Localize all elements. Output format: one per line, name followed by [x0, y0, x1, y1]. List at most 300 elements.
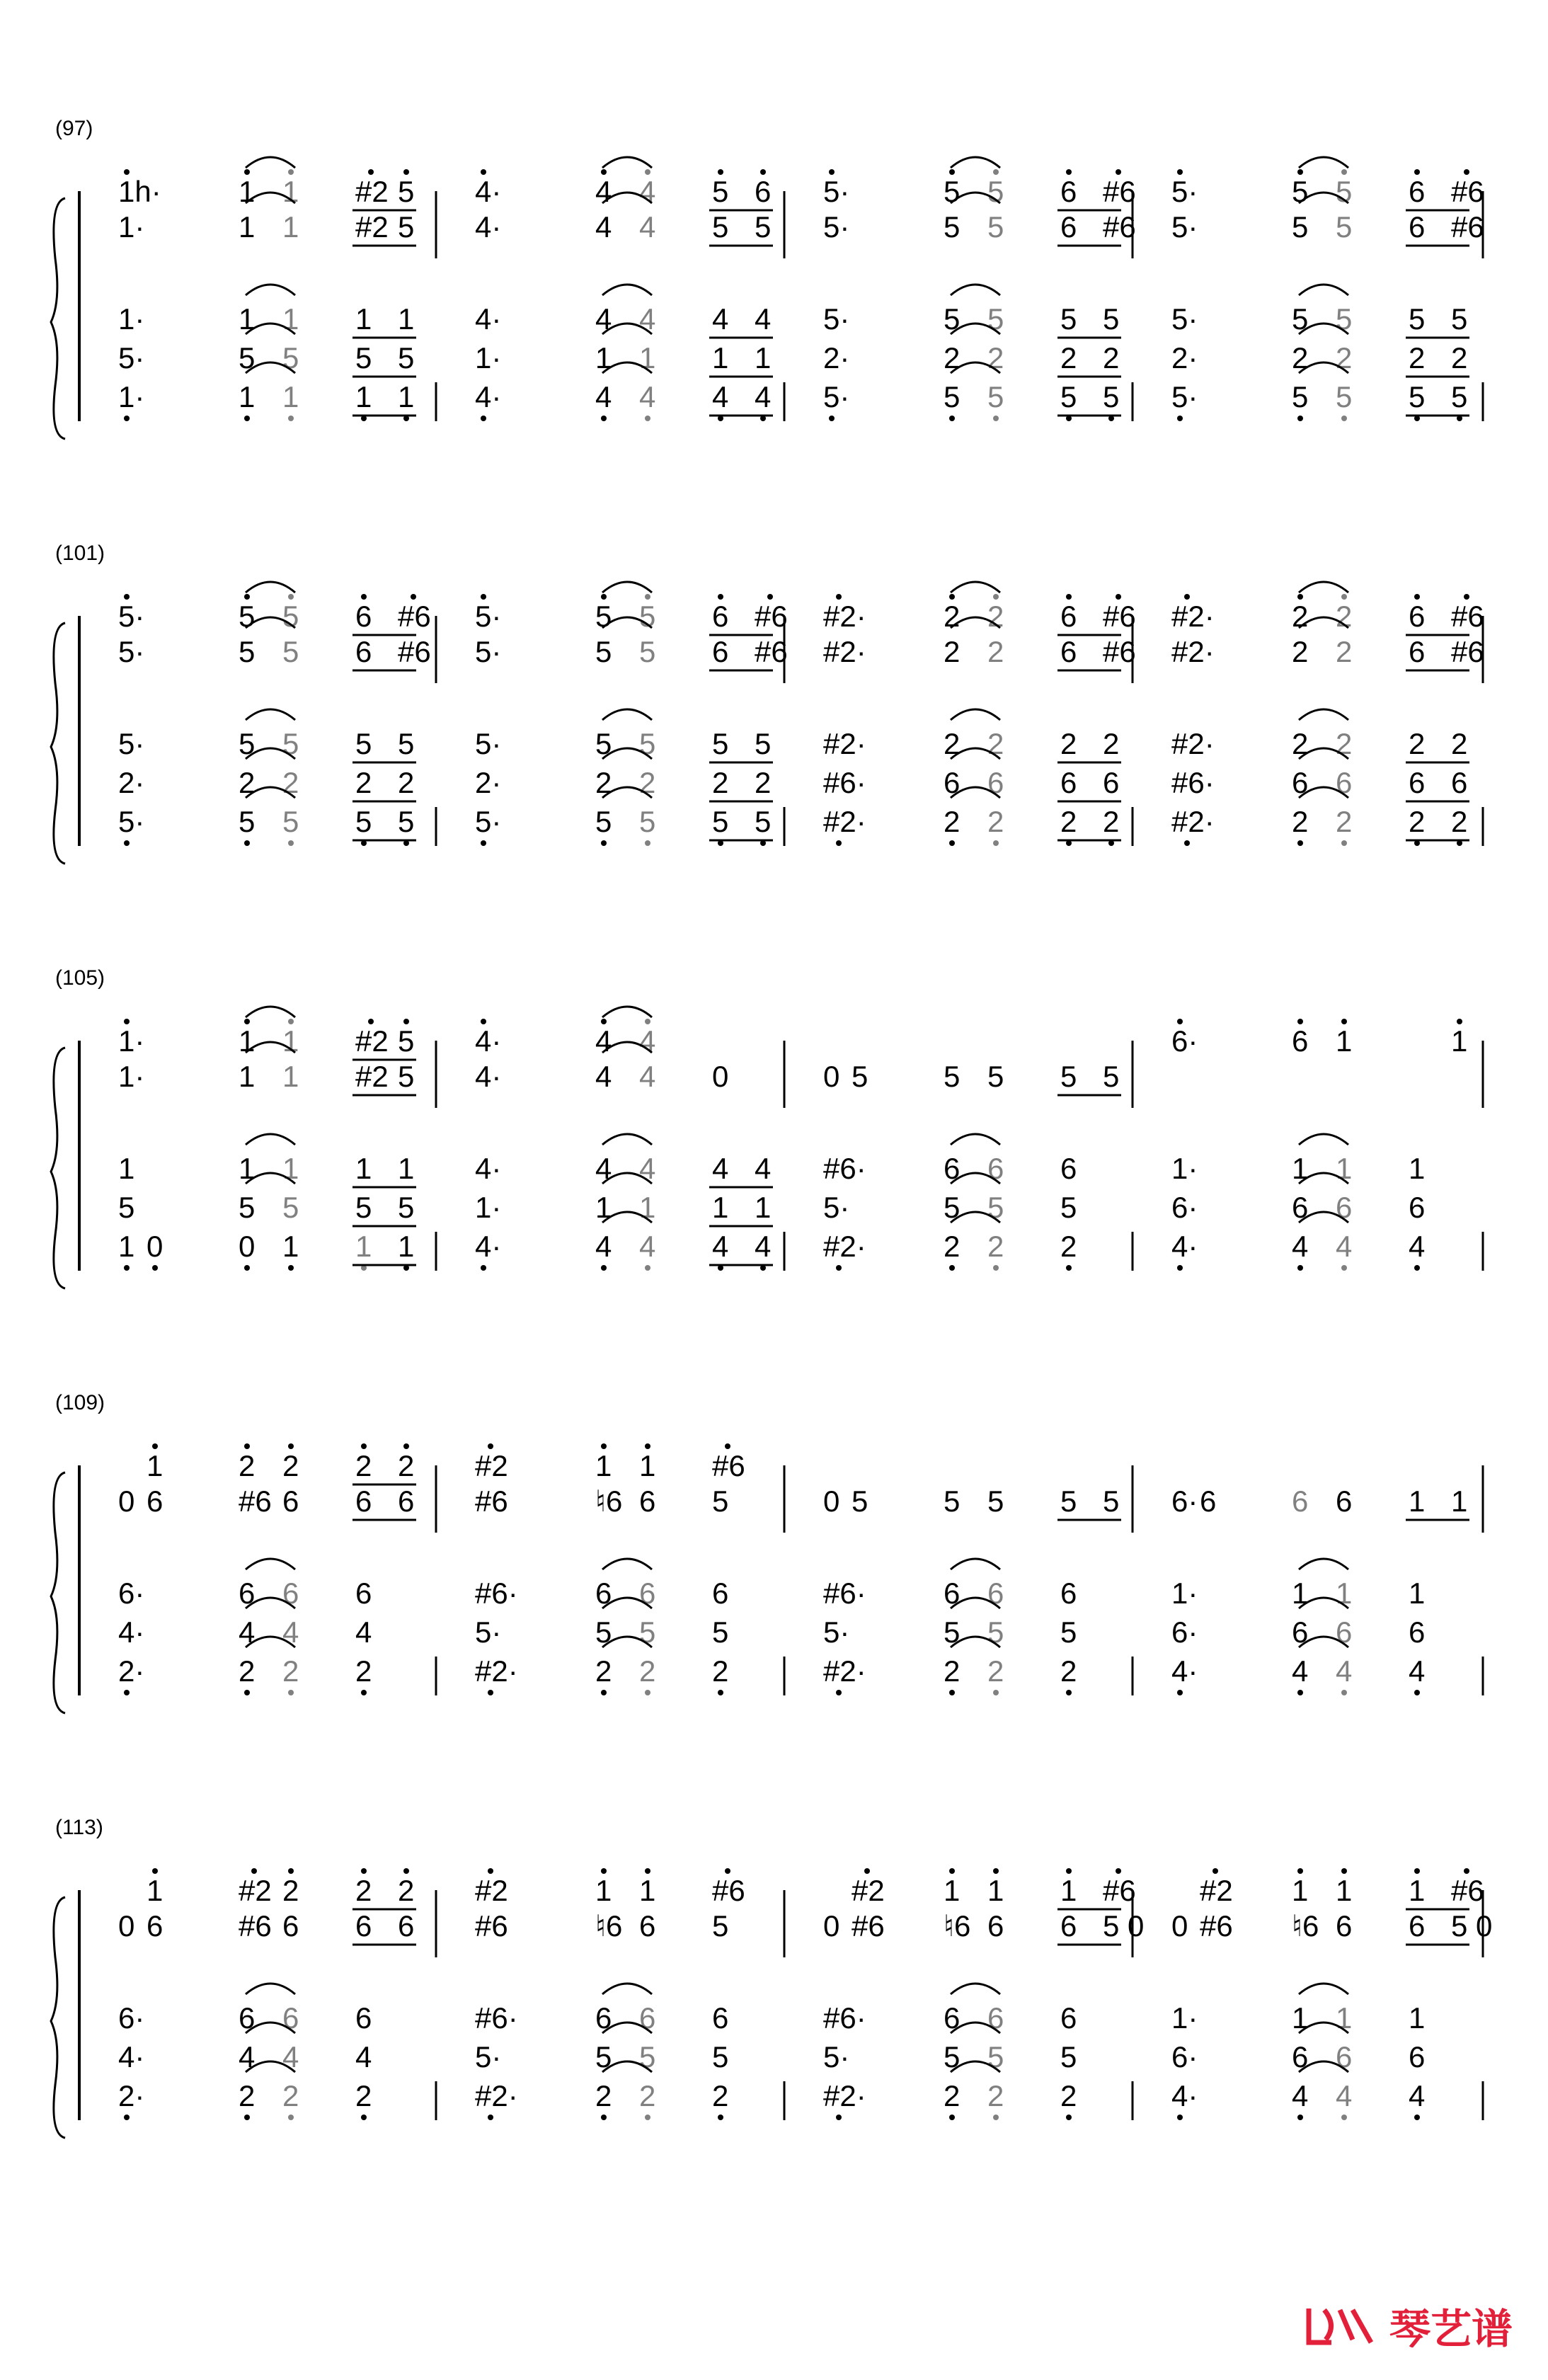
- jianpu-note: 6: [639, 2001, 656, 2035]
- jianpu-note: 6: [1060, 766, 1077, 799]
- jianpu-note: 2: [355, 1654, 372, 1688]
- jianpu-note: 5: [987, 1191, 1004, 1224]
- jianpu-note: 2: [1336, 600, 1353, 633]
- octave-dot-low: [836, 2115, 842, 2120]
- jianpu-note: #6: [1103, 600, 1136, 633]
- jianpu-note: 5: [1060, 302, 1077, 336]
- jianpu-note: #6: [475, 1484, 508, 1518]
- jianpu-note: 2: [239, 1654, 256, 1688]
- jianpu-note: 1·: [118, 302, 145, 336]
- jianpu-note: 1·: [118, 1060, 145, 1093]
- system-brace: [51, 1472, 65, 1713]
- jianpu-note: #2·: [475, 1654, 518, 1688]
- tie-arc: [602, 1007, 652, 1017]
- octave-dot-low: [718, 2115, 723, 2120]
- tie-arc: [246, 709, 295, 720]
- octave-dot-high: [411, 594, 416, 600]
- jianpu-note: #6: [1103, 210, 1136, 244]
- jianpu-note: 2: [1409, 341, 1426, 374]
- jianpu-note: 2: [282, 1449, 299, 1482]
- octave-dot-low: [829, 416, 835, 421]
- octave-dot-high: [718, 169, 723, 175]
- jianpu-note: 4·: [475, 1152, 502, 1185]
- octave-dot-high: [645, 594, 650, 600]
- system-brace: [51, 1897, 65, 2138]
- octave-dot-high: [829, 169, 835, 175]
- jianpu-note: 1: [1060, 1874, 1077, 1907]
- jianpu-note: 1·: [118, 1024, 145, 1058]
- octave-dot-low: [361, 1690, 367, 1695]
- jianpu-note: 1: [355, 1152, 372, 1185]
- jianpu-note: 1: [147, 1449, 164, 1482]
- jianpu-note: 1: [282, 210, 299, 244]
- tie-arc: [602, 582, 652, 593]
- jianpu-note: 6: [1409, 766, 1426, 799]
- jianpu-note: 4: [282, 1615, 299, 1649]
- jianpu-note: #6: [398, 600, 431, 633]
- jianpu-note: 5·: [1171, 175, 1198, 208]
- octave-dot-high: [403, 1019, 409, 1024]
- jianpu-note: 5·: [823, 1191, 850, 1224]
- jianpu-note: 6: [1451, 766, 1468, 799]
- measure-number: (109): [55, 1391, 105, 1414]
- jianpu-note: 5: [639, 805, 656, 838]
- octave-dot-high: [949, 169, 955, 175]
- octave-dot-high: [1341, 594, 1347, 600]
- jianpu-note: 5·: [118, 635, 145, 668]
- octave-dot-low: [1177, 1690, 1183, 1695]
- system-brace: [51, 198, 65, 439]
- jianpu-note: 5: [282, 805, 299, 838]
- jianpu-note: 5: [944, 302, 961, 336]
- jianpu-note: 4: [639, 1152, 656, 1185]
- octave-dot-low: [1297, 1265, 1303, 1271]
- octave-dot-high: [993, 594, 999, 600]
- jianpu-note: 6·: [118, 2001, 145, 2035]
- jianpu-note: 6: [1409, 210, 1426, 244]
- jianpu-note: 2: [944, 341, 961, 374]
- octave-dot-high: [864, 1868, 870, 1874]
- jianpu-note: 6: [712, 600, 729, 633]
- jianpu-note: 5·: [118, 341, 145, 374]
- jianpu-note: 0: [823, 1484, 840, 1518]
- jianpu-note: 2: [595, 1654, 612, 1688]
- jianpu-note: 2: [987, 1654, 1004, 1688]
- jianpu-note: 2: [1060, 805, 1077, 838]
- octave-dot-high: [836, 594, 842, 600]
- octave-dot-high: [1414, 594, 1420, 600]
- jianpu-note: 5: [1060, 2040, 1077, 2073]
- octave-dot-low: [645, 840, 650, 846]
- jianpu-note: 1: [398, 1230, 415, 1263]
- jianpu-note: 5: [239, 635, 256, 668]
- jianpu-note: 5: [639, 727, 656, 760]
- jianpu-note: 1: [239, 1024, 256, 1058]
- jianpu-note: 0: [118, 1909, 135, 1943]
- jianpu-note: 1: [1336, 2001, 1353, 2035]
- jianpu-note: 1: [1292, 1577, 1309, 1610]
- jianpu-note: 1·: [118, 210, 145, 244]
- octave-dot-high: [1116, 169, 1121, 175]
- octave-dot-low: [1297, 1690, 1303, 1695]
- jianpu-note: 5·: [1171, 302, 1198, 336]
- jianpu-note: 2: [712, 1654, 729, 1688]
- octave-dot-low: [993, 2115, 999, 2120]
- jianpu-note: 5: [398, 805, 415, 838]
- jianpu-note: 5: [1103, 1060, 1120, 1093]
- jianpu-note: 5: [282, 635, 299, 668]
- jianpu-note: 1: [1409, 1152, 1426, 1185]
- jianpu-note: 6: [595, 2001, 612, 2035]
- jianpu-note: #6: [755, 635, 788, 668]
- jianpu-note: 5: [987, 380, 1004, 413]
- jianpu-note: 1: [239, 1060, 256, 1093]
- jianpu-note: 5·: [823, 210, 850, 244]
- jianpu-note: 4: [1409, 2079, 1426, 2112]
- jianpu-note: 5·: [475, 727, 502, 760]
- jianpu-note: ♮6: [595, 1484, 623, 1518]
- octave-dot-high: [1464, 169, 1469, 175]
- octave-dot-low: [244, 1265, 250, 1271]
- jianpu-note: 4·: [475, 1060, 502, 1093]
- jianpu-note: 5: [1060, 1191, 1077, 1224]
- jianpu-note: 2·: [118, 766, 145, 799]
- octave-dot-low: [488, 2115, 493, 2120]
- jianpu-note: 1·: [475, 1191, 502, 1224]
- jianpu-note: 5: [282, 727, 299, 760]
- octave-dot-low: [993, 840, 999, 846]
- octave-dot-low: [601, 2115, 607, 2120]
- jianpu-note: 6: [239, 1577, 256, 1610]
- jianpu-note: 1·: [1171, 2001, 1198, 2035]
- jianpu-note: 5: [595, 1615, 612, 1649]
- jianpu-note: 5: [639, 2040, 656, 2073]
- jianpu-note: 1: [282, 1230, 299, 1263]
- jianpu-note: 2: [944, 635, 961, 668]
- jianpu-note: #6: [1451, 175, 1484, 208]
- jianpu-note: 2: [1060, 727, 1077, 760]
- jianpu-note: 5·: [823, 2040, 850, 2073]
- jianpu-note: #2: [852, 1874, 885, 1907]
- jianpu-note: 1: [355, 380, 372, 413]
- jianpu-note: 5: [712, 1484, 729, 1518]
- jianpu-note: 1: [282, 1024, 299, 1058]
- jianpu-note: 4: [355, 1615, 372, 1649]
- jianpu-note: 6: [1336, 1484, 1353, 1518]
- jianpu-note: 6: [355, 1909, 372, 1943]
- jianpu-note: 2: [639, 766, 656, 799]
- jianpu-note: 1: [1336, 1577, 1353, 1610]
- jianpu-note: 5: [944, 210, 961, 244]
- jianpu-note: 2: [1292, 341, 1309, 374]
- jianpu-note: 4·: [118, 1615, 145, 1649]
- tie-arc: [1299, 582, 1348, 593]
- jianpu-note: 5: [595, 2040, 612, 2073]
- octave-dot-high: [124, 169, 130, 175]
- jianpu-note: 5: [398, 210, 415, 244]
- jianpu-note: 4: [595, 1024, 612, 1058]
- jianpu-note: 5: [944, 1191, 961, 1224]
- watermark: [1303, 2296, 1513, 2355]
- jianpu-note: 5: [239, 805, 256, 838]
- jianpu-note: 4: [1292, 2079, 1309, 2112]
- jianpu-note: #2: [475, 1874, 508, 1907]
- jianpu-note: 1: [398, 380, 415, 413]
- octave-dot-low: [1177, 2115, 1183, 2120]
- jianpu-note: #2·: [823, 1654, 866, 1688]
- jianpu-note: 6: [355, 635, 372, 668]
- tie-arc: [246, 1007, 295, 1017]
- octave-dot-high: [1414, 169, 1420, 175]
- jianpu-note: 5: [987, 175, 1004, 208]
- octave-dot-high: [1116, 1868, 1121, 1874]
- jianpu-note: 1: [239, 1152, 256, 1185]
- jianpu-note: #2: [355, 175, 389, 208]
- jianpu-note: 2·: [118, 2079, 145, 2112]
- jianpu-note: 5: [355, 727, 372, 760]
- jianpu-note: 4·: [475, 302, 502, 336]
- jianpu-note: 5·: [475, 805, 502, 838]
- jianpu-note: 6: [1336, 1615, 1353, 1649]
- jianpu-note: 6: [1103, 766, 1120, 799]
- octave-dot-high: [601, 594, 607, 600]
- jianpu-note: 2: [1451, 727, 1468, 760]
- tie-arc: [1299, 1559, 1348, 1569]
- jianpu-note: 5·: [475, 1615, 502, 1649]
- jianpu-note: 6: [1060, 1909, 1077, 1943]
- jianpu-note: 5·: [1171, 210, 1198, 244]
- jianpu-note: #2·: [823, 2079, 866, 2112]
- jianpu-note: 6: [639, 1577, 656, 1610]
- jianpu-note: 2: [712, 2079, 729, 2112]
- jianpu-note: 2: [282, 1654, 299, 1688]
- jianpu-note: 5 0: [1451, 1909, 1493, 1943]
- jianpu-note: 4: [639, 210, 656, 244]
- octave-dot-high: [124, 594, 130, 600]
- octave-dot-high: [244, 169, 250, 175]
- jianpu-note: 6: [1292, 1615, 1309, 1649]
- jianpu-note: #2: [355, 1060, 389, 1093]
- jianpu-note: 2: [398, 1449, 415, 1482]
- jianpu-note: #6: [1451, 600, 1484, 633]
- jianpu-note: 2: [355, 1874, 372, 1907]
- jianpu-note: 5: [987, 210, 1004, 244]
- octave-dot-high: [645, 1443, 650, 1449]
- jianpu-note: ♮6: [1292, 1909, 1319, 1943]
- octave-dot-high: [645, 1868, 650, 1874]
- jianpu-note: 2·: [118, 1654, 145, 1688]
- jianpu-note: #2·: [475, 2079, 518, 2112]
- octave-dot-high: [481, 169, 486, 175]
- jianpu-note: 5: [712, 175, 729, 208]
- jianpu-note: 0: [1171, 1909, 1188, 1943]
- jianpu-note: #2·: [1171, 600, 1215, 633]
- jianpu-note: 5: [712, 1909, 729, 1943]
- tie-arc: [246, 1984, 295, 1994]
- jianpu-note: 6: [1060, 1152, 1077, 1185]
- jianpu-note: 0: [147, 1230, 164, 1263]
- jianpu-note: 4: [639, 175, 656, 208]
- octave-dot-low: [949, 1265, 955, 1271]
- jianpu-note: 5·: [1171, 380, 1198, 413]
- octave-dot-high: [361, 1868, 367, 1874]
- octave-dot-low: [124, 2115, 130, 2120]
- jianpu-note: 6: [398, 1909, 415, 1943]
- jianpu-note: 1: [282, 175, 299, 208]
- jianpu-note: #6: [1103, 175, 1136, 208]
- jianpu-note: 6: [755, 175, 772, 208]
- octave-dot-high: [403, 1443, 409, 1449]
- jianpu-note: 6: [712, 635, 729, 668]
- jianpu-note: 6: [282, 1484, 299, 1518]
- octave-dot-low: [601, 416, 607, 421]
- jianpu-note: 6: [355, 1577, 372, 1610]
- tie-arc: [951, 157, 1000, 168]
- jianpu-note: 2: [1336, 727, 1353, 760]
- jianpu-note: 2: [639, 1654, 656, 1688]
- jianpu-note: 2: [755, 766, 772, 799]
- octave-dot-high: [949, 594, 955, 600]
- jianpu-note: 5·: [475, 600, 502, 633]
- jianpu-note: 2: [1292, 635, 1309, 668]
- octave-dot-high: [152, 1443, 158, 1449]
- jianpu-note: 4: [712, 1152, 729, 1185]
- jianpu-note: 5: [712, 1615, 729, 1649]
- jianpu-note: 5: [852, 1060, 868, 1093]
- jianpu-note: 1: [355, 302, 372, 336]
- octave-dot-low: [1297, 416, 1303, 421]
- jianpu-note: 5: [398, 1024, 415, 1058]
- jianpu-note: 2: [987, 341, 1004, 374]
- jianpu-note: 2: [639, 2079, 656, 2112]
- octave-dot-high: [288, 1868, 294, 1874]
- jianpu-note: 1: [282, 1152, 299, 1185]
- jianpu-note: 4: [239, 1615, 256, 1649]
- octave-dot-high: [601, 1868, 607, 1874]
- qinyipu-logo-icon: [1303, 2304, 1381, 2347]
- jianpu-note: 1: [1336, 1024, 1353, 1058]
- jianpu-note: 5: [944, 2040, 961, 2073]
- octave-dot-high: [288, 169, 294, 175]
- jianpu-note: 1: [282, 380, 299, 413]
- octave-dot-low: [124, 1265, 130, 1271]
- jianpu-note: 2: [355, 1449, 372, 1482]
- jianpu-note: 6: [1292, 766, 1309, 799]
- jianpu-note: 4: [595, 380, 612, 413]
- octave-dot-low: [124, 416, 130, 421]
- jianpu-note: 5: [398, 1060, 415, 1093]
- octave-dot-high: [1464, 1868, 1469, 1874]
- jianpu-note: 5: [755, 727, 772, 760]
- octave-dot-high: [288, 1443, 294, 1449]
- jianpu-note: 1: [712, 341, 729, 374]
- octave-dot-high: [1177, 1019, 1183, 1024]
- jianpu-note: 5: [639, 600, 656, 633]
- octave-dot-high: [1297, 169, 1303, 175]
- jianpu-note: 5: [1409, 380, 1426, 413]
- jianpu-note: 5: [355, 1191, 372, 1224]
- jianpu-note: 1: [595, 1191, 612, 1224]
- jianpu-note: 1: [118, 1230, 135, 1263]
- jianpu-note: #6: [475, 1909, 508, 1943]
- jianpu-note: 5: [239, 600, 256, 633]
- tie-arc: [602, 1134, 652, 1145]
- jianpu-note: 5 0: [1103, 1909, 1145, 1943]
- octave-dot-high: [288, 594, 294, 600]
- jianpu-note: 4·: [475, 1230, 502, 1263]
- jianpu-note: 0: [118, 1484, 135, 1518]
- octave-dot-high: [1066, 169, 1072, 175]
- jianpu-note: 2: [1292, 600, 1309, 633]
- jianpu-note: 2: [1103, 727, 1120, 760]
- jianpu-note: #2: [239, 1874, 272, 1907]
- jianpu-note: 5: [944, 380, 961, 413]
- tie-arc: [602, 157, 652, 168]
- jianpu-note: 6: [987, 766, 1004, 799]
- jianpu-note: 1: [239, 380, 256, 413]
- tie-arc: [1299, 157, 1348, 168]
- jianpu-note: 6·: [118, 1577, 145, 1610]
- jianpu-note: 5·: [475, 635, 502, 668]
- jianpu-note: 6: [1409, 635, 1426, 668]
- jianpu-note: 6·: [1171, 1484, 1198, 1518]
- jianpu-note: 6: [1292, 1191, 1309, 1224]
- jianpu-note: 6: [944, 1577, 961, 1610]
- jianpu-note: 5: [852, 1484, 868, 1518]
- octave-dot-low: [288, 2115, 294, 2120]
- jianpu-note: #2·: [1171, 635, 1215, 668]
- jianpu-note: 2: [1451, 805, 1468, 838]
- jianpu-note: 1: [239, 210, 256, 244]
- jianpu-note: 4: [639, 1230, 656, 1263]
- jianpu-note: 2: [1409, 727, 1426, 760]
- measure-number: (105): [55, 966, 105, 990]
- jianpu-note: 5·: [118, 727, 145, 760]
- jianpu-note: 6·: [1171, 1191, 1198, 1224]
- octave-dot-high: [718, 594, 723, 600]
- jianpu-note: 5: [1451, 380, 1468, 413]
- octave-dot-low: [836, 840, 842, 846]
- jianpu-note: 4: [1336, 2079, 1353, 2112]
- octave-dot-high: [244, 1443, 250, 1449]
- jianpu-note: 1: [1451, 1024, 1468, 1058]
- jianpu-note: 5: [595, 600, 612, 633]
- jianpu-note: 2: [595, 2079, 612, 2112]
- octave-dot-high: [601, 1443, 607, 1449]
- jianpu-note: 1: [398, 1152, 415, 1185]
- jianpu-note: 5·: [118, 600, 145, 633]
- jianpu-note: 5: [1060, 1484, 1077, 1518]
- jianpu-note: 5: [1292, 175, 1309, 208]
- octave-dot-high: [488, 1868, 493, 1874]
- jianpu-note: #2·: [823, 805, 866, 838]
- jianpu-note: #6: [712, 1449, 745, 1482]
- jianpu-note: 1: [712, 1191, 729, 1224]
- jianpu-note: 5: [355, 805, 372, 838]
- jianpu-note: 6: [1292, 2040, 1309, 2073]
- jianpu-note: #6·: [823, 766, 866, 799]
- octave-dot-low: [244, 416, 250, 421]
- jianpu-note: 5: [355, 341, 372, 374]
- tie-arc: [602, 1559, 652, 1569]
- jianpu-note: 2·: [1171, 341, 1198, 374]
- jianpu-note: 2: [282, 766, 299, 799]
- tie-arc: [1299, 285, 1348, 295]
- jianpu-note: 2: [595, 766, 612, 799]
- jianpu-note: #6: [1103, 1874, 1136, 1907]
- jianpu-note: #2: [475, 1449, 508, 1482]
- jianpu-note: #6: [1103, 635, 1136, 668]
